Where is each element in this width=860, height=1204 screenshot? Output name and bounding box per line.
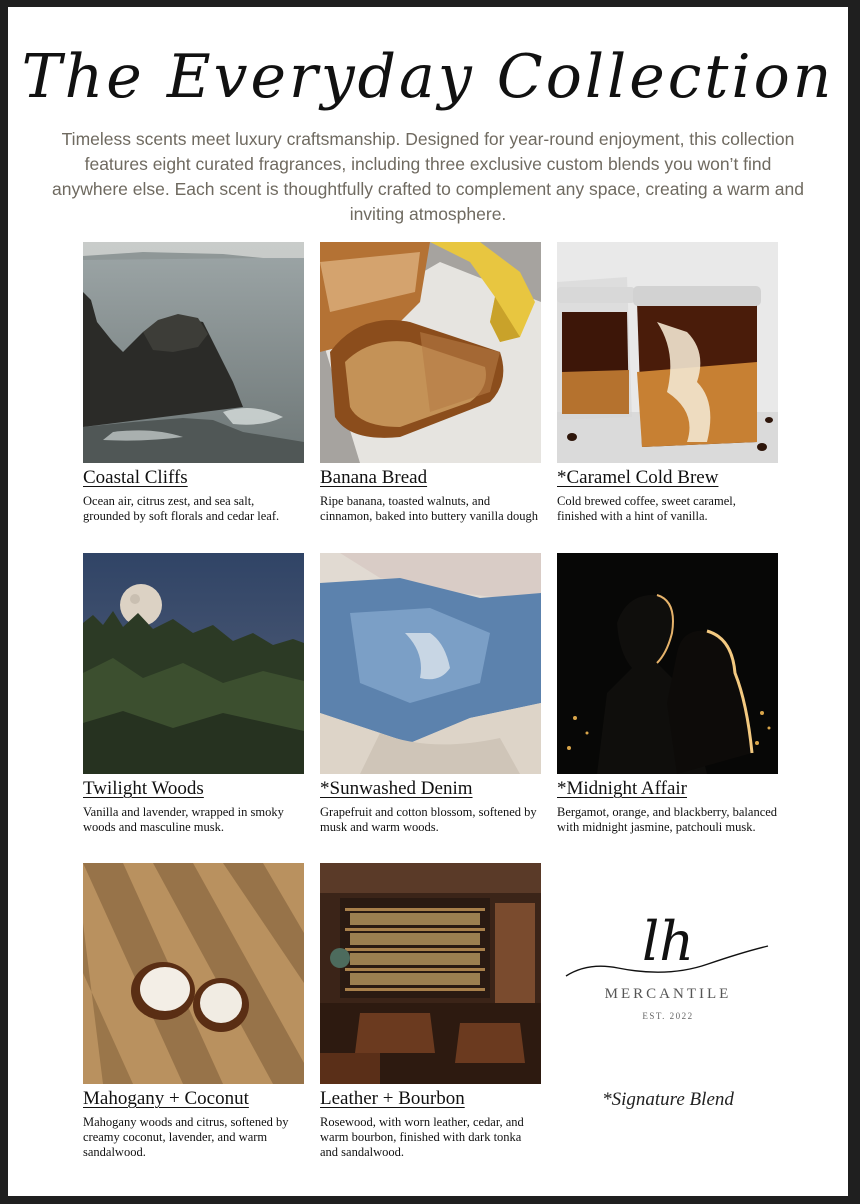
scent-name: Leather + Bourbon [320,1088,465,1109]
scent-name: Coastal Cliffs [83,467,188,488]
scent-name: *Sunwashed Denim [320,778,473,799]
scent-description: Mahogany woods and citrus, softened by creamy coconut, lavender, and warm sandalwood. [83,1115,289,1159]
scent-card-leather-bourbon [320,863,541,1160]
coastal-cliffs-photo [83,242,304,463]
logo-swash-icon [558,924,778,984]
scent-description: Grapefruit and cotton blossom, softened by musk and warm woods. [320,805,537,834]
scent-card-mahogany-coconut [83,863,304,1160]
page-title: The Everyday Collection [21,42,835,112]
midnight-affair-photo [557,553,778,774]
scent-name: Mahogany + Coconut [83,1088,249,1109]
scent-card-midnight-affair [557,553,778,835]
menu-page [8,7,848,1196]
logo-established: EST. 2022 [642,1011,694,1021]
scent-description: Ocean air, citrus zest, and sea salt, grounded by soft florals and cedar leaf. [83,494,280,523]
scent-description: Cold brewed coffee, sweet caramel, finished with a hint of vanilla. [557,494,736,523]
scent-description: Ripe banana, toasted walnuts, and cinnamon, baked into buttery vanilla dough [320,494,539,523]
brand-logo [558,912,778,1052]
scent-card-banana-bread [320,242,541,524]
scent-card-coastal-cliffs [83,242,304,524]
scent-name: Banana Bread [320,467,428,488]
logo-monogram: lh [558,912,778,972]
signature-blend-note: *Signature Blend [602,1089,734,1110]
scent-name: *Caramel Cold Brew [557,467,719,488]
twilight-woods-photo [83,553,304,774]
sunwashed-denim-photo [320,553,541,774]
scent-card-twilight-woods [83,553,304,835]
caramel-cold-brew-photo [557,242,778,463]
scent-description: Vanilla and lavender, wrapped in smoky woods and masculine musk. [83,805,284,834]
intro-paragraph: Timeless scents meet luxury craftsmanship. Designed for year-round enjoyment, this collection features eight curated fragrances, including three exclusive custom blends you won’t find anywhere else. Each scent is thoughtfully crafted to complement any space, creating a warm and inviting atmosphere. [52,129,804,224]
scent-description: Bergamot, orange, and blackberry, balanced with midnight jasmine, patchouli musk. [557,805,778,834]
logo-wordmark: MERCANTILE [604,986,732,1002]
scent-card-sunwashed-denim [320,553,541,835]
scent-description: Rosewood, with worn leather, cedar, and warm bourbon, finished with dark tonka and sandalwood. [320,1115,524,1159]
scent-name: *Midnight Affair [557,778,688,799]
scent-name: Twilight Woods [83,778,204,799]
mahogany-coconut-photo [83,863,304,1084]
scent-card-caramel-cold-brew [557,242,778,524]
leather-bourbon-photo [320,863,541,1084]
banana-bread-photo [320,242,541,463]
